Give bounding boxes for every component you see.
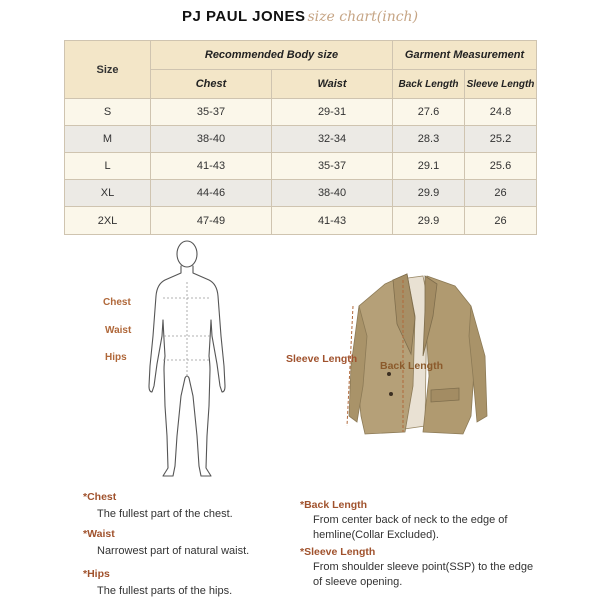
table-row [65, 126, 537, 153]
body-label-waist: Waist [105, 325, 132, 336]
table-row [65, 180, 537, 207]
cell-size: 2XL [65, 207, 151, 235]
cell-size: L [65, 153, 151, 180]
cell-waist: 35-37 [272, 153, 393, 180]
desc-text-back-length: From center back of neck to the edge of hemline(Collar Excluded). [313, 514, 508, 541]
jacket-illustration [345, 266, 490, 450]
table-row [65, 153, 537, 180]
desc-text-chest: The fullest part of the chest. [97, 508, 233, 520]
size-chart-caption: size chart(inch) [307, 9, 419, 25]
cell-waist: 32-34 [272, 126, 393, 153]
cell-chest: 35-37 [151, 99, 272, 126]
cell-waist: 38-40 [272, 180, 393, 207]
header-waist: Waist [272, 70, 393, 99]
header-back-length: Back Length [393, 70, 465, 99]
table-row [65, 207, 537, 235]
cell-size: XL [65, 180, 151, 207]
cell-chest: 41-43 [151, 153, 272, 180]
desc-title-sleeve-length: *Sleeve Length [300, 546, 376, 558]
cell-back: 29.9 [393, 207, 465, 235]
body-label-chest: Chest [103, 297, 131, 308]
cell-sleeve: 26 [465, 207, 537, 235]
cell-waist: 29-31 [272, 99, 393, 126]
cell-chest: 44-46 [151, 180, 272, 207]
desc-title-waist: *Waist [83, 528, 115, 540]
cell-chest: 47-49 [151, 207, 272, 235]
desc-title-hips: *Hips [83, 568, 110, 580]
cell-waist: 41-43 [272, 207, 393, 235]
cell-back: 27.6 [393, 99, 465, 126]
table-row [65, 99, 537, 126]
cell-sleeve: 25.2 [465, 126, 537, 153]
cell-size: M [65, 126, 151, 153]
body-label-hips: Hips [105, 352, 127, 363]
body-outline-illustration [140, 236, 240, 482]
cell-size: S [65, 99, 151, 126]
jacket-label-back-length: Back Length [380, 360, 444, 372]
brand-header [0, 8, 600, 26]
desc-title-chest: *Chest [83, 491, 117, 503]
header-sleeve-length: Sleeve Length [465, 70, 537, 99]
cell-sleeve: 26 [465, 180, 537, 207]
cell-sleeve: 24.8 [465, 99, 537, 126]
jacket-label-sleeve-length: Sleeve Length [286, 353, 358, 365]
header-size: Size [65, 41, 151, 99]
header-body-group: Recommended Body size [151, 41, 393, 70]
cell-chest: 38-40 [151, 126, 272, 153]
desc-text-waist: Narrowest part of natural waist. [97, 545, 250, 557]
header-chest: Chest [151, 70, 272, 99]
cell-back: 29.9 [393, 180, 465, 207]
brand-name: PJ PAUL JONES [181, 8, 306, 25]
desc-text-sleeve-length: From shoulder sleeve point(SSP) to the edge of sleeve opening. [313, 561, 534, 588]
desc-title-back-length: *Back Length [300, 499, 368, 511]
size-table [64, 40, 537, 235]
cell-sleeve: 25.6 [465, 153, 537, 180]
header-garment-group: Garment Measurement [393, 41, 537, 70]
cell-back: 28.3 [393, 126, 465, 153]
cell-back: 29.1 [393, 153, 465, 180]
desc-text-hips: The fullest parts of the hips. [97, 585, 233, 597]
table-header-row [65, 41, 537, 70]
